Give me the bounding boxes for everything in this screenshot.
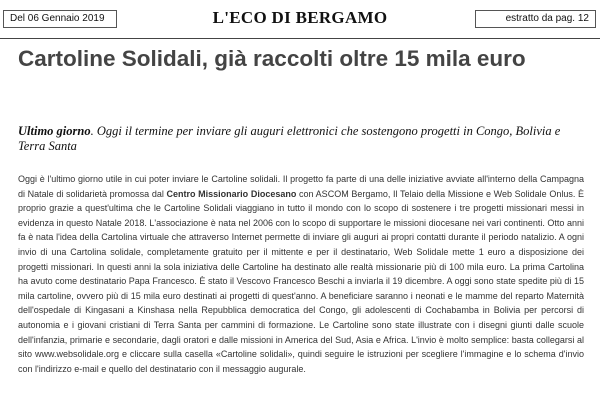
subhead-text: . Oggi il termine per inviare gli auguri elettronici che sostengono progetti in Congo, Bolivia e Terra Santa xyxy=(18,124,561,153)
article-body xyxy=(18,172,584,376)
body-organization-name: Centro Missionario Diocesano xyxy=(166,188,297,199)
body-text-part1: Oggi è l'ultimo giorno utile in cui poter inviare le Cartoline solidali. Il progetto fa parte di una delle iniziative avviate all'interno della Campagna di Natale di solidarietà promossa dal xyxy=(18,174,584,199)
article-paragraph xyxy=(18,172,584,376)
article-subhead xyxy=(18,124,583,154)
page-extract-label: estratto da pag. 12 xyxy=(475,10,596,28)
newspaper-logo: L'ECO DI BERGAMO xyxy=(212,8,388,27)
body-text-part2: con ASCOM Bergamo, Il Telaio della Missione e Web Solidale Onlus. È proprio grazie a quest'ultima che le Cartoline Solidali viaggiano in tutto il mondo con lo scopo di sostenere i tre progetti missionari messi in evidenza in questo Natale 2018. L'associazione è nata nel 2006 con lo scopo di supportare le missioni diocesane nei vari continenti. Otto anni fa è nata l'idea della Cartolina virtuale che attraverso Internet permette di inviare gli auguri ai propri contatti durante il periodo natalizio. A ogni invio di una Cartolina solidale, completamente gratuito per il mittente e per il destinatario, Web Solidale mette 1 euro a disposizione dei progetti missionari. In questi anni la sola iniziativa delle Cartoline ha destinato alle realtà missionarie più di 100 mila euro. La prima Cartolina ha avuto come destinatario Papa Francesco. È stato il Vescovo Francesco Beschi a inviarla il 19 dicembre. A oggi sono state spedite più di 15 mila cartoline, ovvero più di 15 mila euro destinati ai progetti di quest'anno. A beneficiare saranno i neonati e le mamme del reparto Maternità dell'ospedale di Kingasani a Kinshasa nella Repubblica democratica del Congo, gli adolescenti di Cochabamba in Bolivia per percorsi di autonomia e i giovani cristiani di Terra Santa per cammini di formazione. Le Cartoline sono state illustrate con i disegni giunti dalle scuole dell'infanzia, primarie e secondarie, dagli oratori e dalle missioni in America del Sud, Asia e Africa. L'invio è molto semplice: basta collegarsi al sito www.websolidale.org e cliccare sulla casella «Cartoline solidali», quindi seguire le istruzioni per scegliere l'immagine e lo schema d'invio con l'indirizzo e-mail e quello del destinatario con il messaggio augurale. xyxy=(18,188,585,374)
issue-date: Del 06 Gennaio 2019 xyxy=(3,10,117,28)
article-headline: Cartoline Solidali, già raccolti oltre 15 mila euro xyxy=(18,46,526,71)
masthead-divider xyxy=(0,38,600,39)
masthead xyxy=(0,8,600,30)
subhead-lead: Ultimo giorno xyxy=(18,124,91,138)
